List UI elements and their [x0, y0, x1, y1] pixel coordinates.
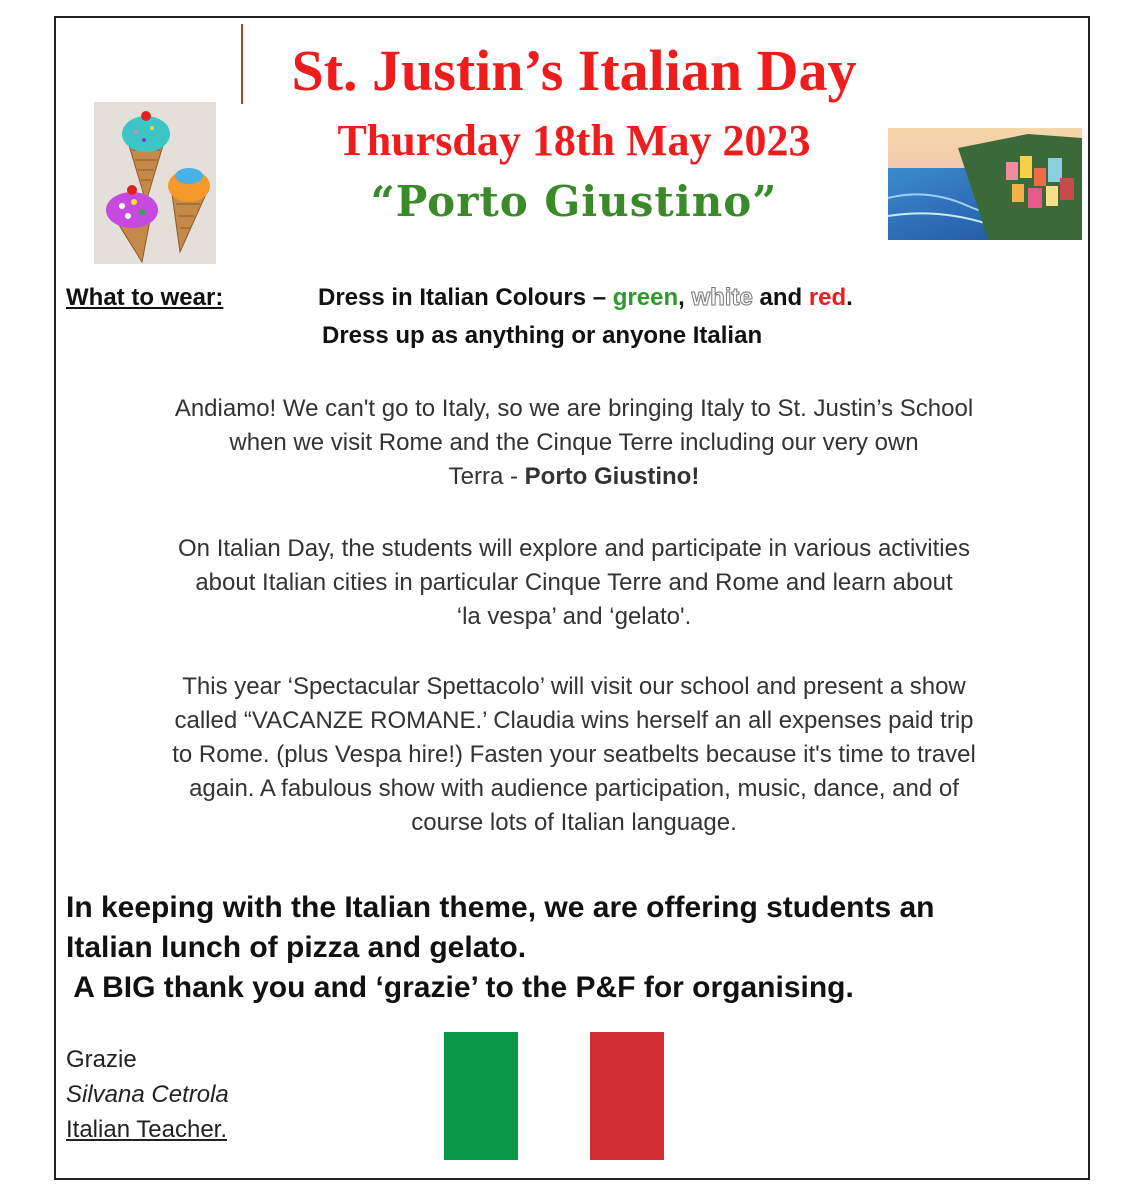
lunch-line-1: In keeping with the Italian theme, we are offering students an [66, 891, 935, 924]
coast-painting [888, 128, 1082, 240]
activities-line-3: ‘la vespa’ and ‘gelato'. [456, 603, 692, 630]
intro-line-2: when we visit Rome and the Cinque Terre including our very own [229, 429, 919, 456]
italian-flag-green-stripe [444, 1032, 518, 1160]
signature-block [66, 1042, 229, 1147]
flyer-page [54, 16, 1090, 1180]
colour-white: white [691, 284, 753, 311]
signature-greeting: Grazie [66, 1046, 137, 1073]
activities-line-1: On Italian Day, the students will explore and participate in various activities [178, 535, 970, 562]
period: . [846, 284, 853, 311]
colour-green: green [612, 284, 679, 311]
show-line-4: again. A fabulous show with audience participation, music, dance, and of [189, 775, 959, 802]
intro-line-3 [70, 460, 1078, 494]
dress-colours-line [318, 284, 853, 312]
dress-up-line: Dress up as anything or anyone Italian [322, 322, 763, 349]
intro-paragraph [70, 392, 1078, 494]
show-line-1: This year ‘Spectacular Spettacolo’ will visit our school and present a show [182, 673, 966, 700]
colour-red: red [808, 284, 847, 311]
intro-line-1: Andiamo! We can't go to Italy, so we are bringing Italy to St. Justin’s School [174, 395, 974, 422]
porto-giustino-bold: Porto Giustino! [524, 463, 700, 490]
show-paragraph [70, 670, 1078, 840]
show-line-2: called “VACANZE ROMANE.’ Claudia wins herself an all expenses paid trip [174, 707, 974, 734]
show-line-5: course lots of Italian language. [411, 809, 737, 836]
what-to-wear-label: What to wear: [66, 284, 224, 311]
event-date: Thursday 18th May 2023 [337, 116, 811, 165]
intro-line-3-prefix: Terra - [448, 463, 525, 490]
italian-flag-red-stripe [590, 1032, 664, 1160]
dress-colours-prefix: Dress in Italian Colours – [318, 284, 613, 311]
lunch-line-3: A BIG thank you and ‘grazie’ to the P&F for organising. [66, 971, 854, 1004]
lunch-announcement [66, 888, 1076, 1008]
show-line-3: to Rome. (plus Vespa hire!) Fasten your seatbelts because it's time to travel [172, 741, 976, 768]
activities-paragraph [70, 532, 1078, 634]
and-word: and [752, 284, 809, 311]
signature-name: Silvana Cetrola [66, 1081, 229, 1108]
coast-painting-image [888, 128, 1082, 240]
signature-role: Italian Teacher. [66, 1116, 228, 1143]
page-title: St. Justin’s Italian Day [291, 38, 857, 103]
event-theme: “Porto Giustino” [370, 177, 778, 226]
lunch-line-2: Italian lunch of pizza and gelato. [66, 931, 527, 964]
comma: , [678, 284, 692, 311]
activities-line-2: about Italian cities in particular Cinque Terre and Rome and learn about [195, 569, 953, 596]
